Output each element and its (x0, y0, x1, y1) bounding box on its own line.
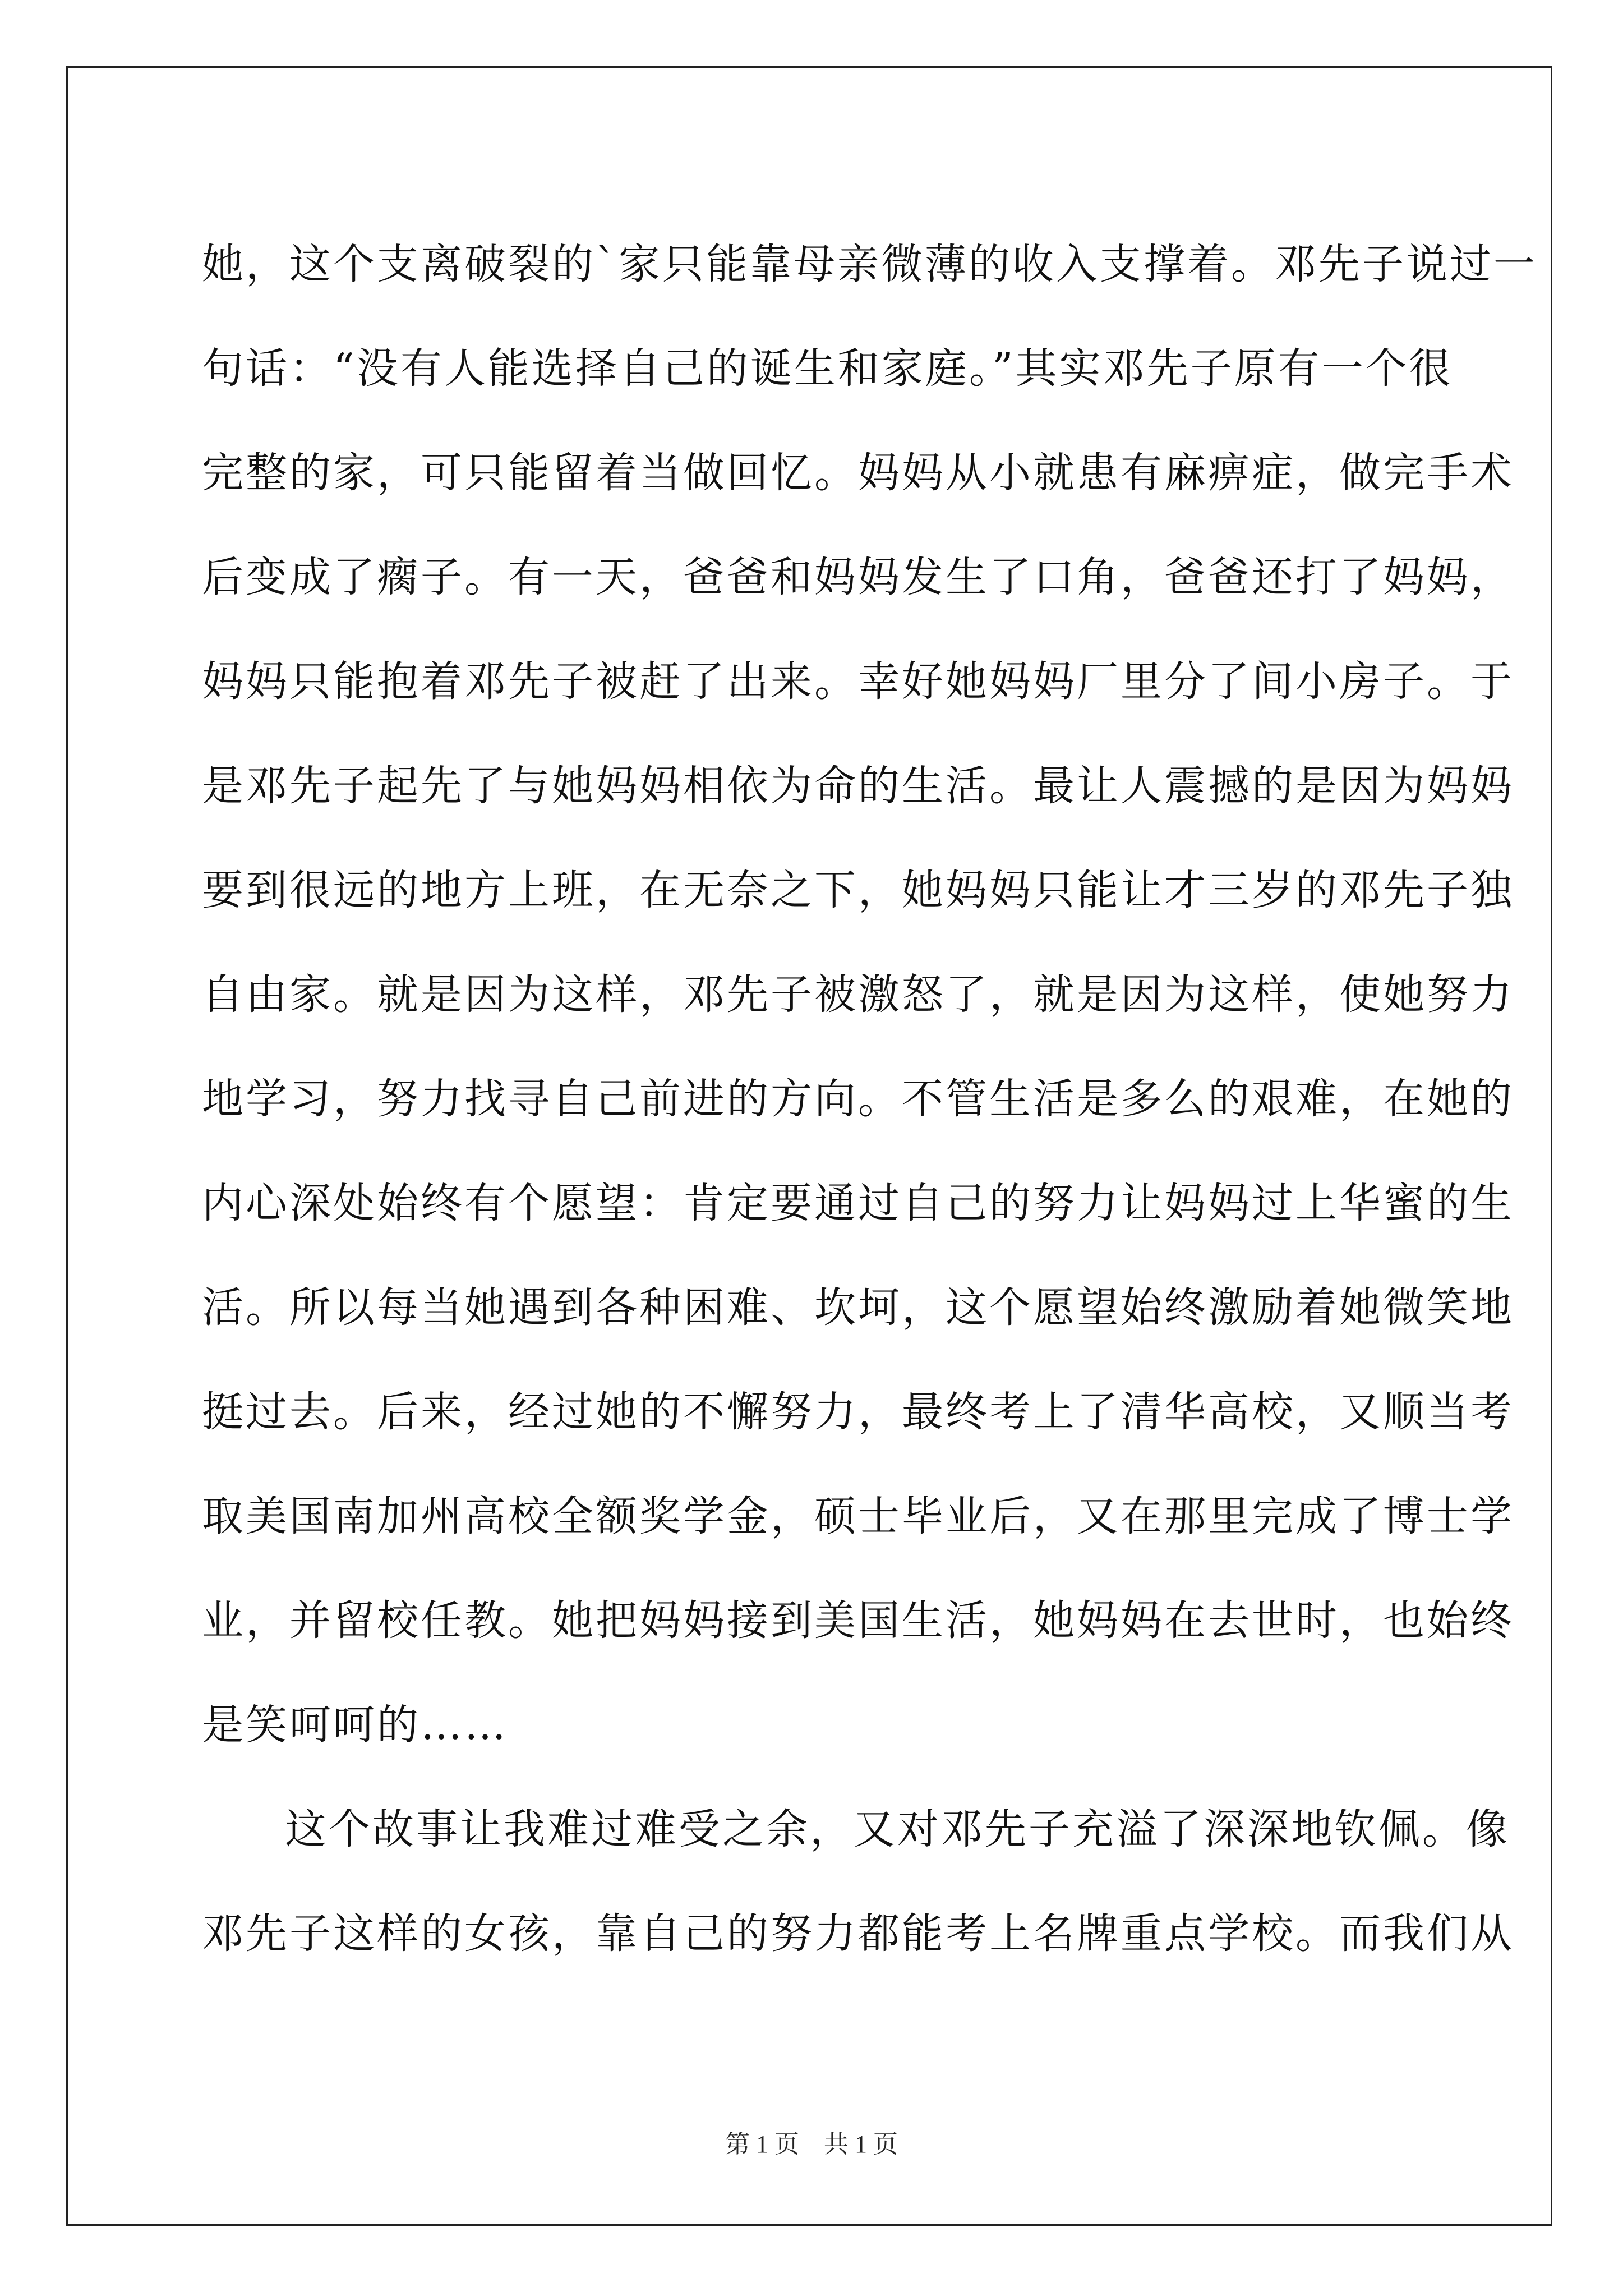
text-line: 是邓先子起先了与她妈妈相依为命的生活。最让人震撼的是因为妈妈 (202, 762, 1514, 810)
text-line: 取美国南加州高校全额奖学金，硕士毕业后，又在那里完成了博士学 (202, 1492, 1514, 1540)
text-line: 自由家。就是因为这样，邓先子被激怒了，就是因为这样，使她努力 (202, 970, 1514, 1019)
text-line: 邓先子这样的女孩，靠自己的努力都能考上名牌重点学校。而我们从 (202, 1910, 1514, 1958)
document-body (202, 212, 1537, 1986)
page-footer: 第 1 页 共 1 页 (725, 2131, 898, 2158)
text-line: 挺过去。后来，经过她的不懈努力，最终考上了清华高校，又顺当考 (202, 1388, 1514, 1436)
text-line: 是笑呵呵的…… (202, 1701, 508, 1749)
paragraph-first-line: 这个故事让我难过难受之余，又对邓先子充溢了深深地钦佩。像 (285, 1805, 1510, 1853)
text-line: 活。所以每当她遇到各种困难、坎坷，这个愿望始终激励着她微笑地 (202, 1283, 1514, 1332)
text-line: 后变成了瘸子。有一天，爸爸和妈妈发生了口角，爸爸还打了妈妈， (202, 553, 1514, 601)
text-line: 要到很远的地方上班，在无奈之下，她妈妈只能让才三岁的邓先子独 (202, 866, 1514, 914)
text-line: 地学习，努力找寻自己前进的方向。不管生活是多么的艰难，在她的 (202, 1075, 1514, 1123)
text-line: 完整的家，可只能留着当做回忆。妈妈从小就患有麻痹症，做完手术 (202, 449, 1514, 497)
text-line: 句话：“没有人能选择自己的诞生和家庭。”其实邓先子原有一个很 (202, 344, 1453, 393)
text-line: 她，这个支离破裂的`家只能靠母亲微薄的收入支撑着。邓先子说过一 (202, 240, 1537, 288)
text-line: 妈妈只能抱着邓先子被赶了出来。幸好她妈妈厂里分了间小房子。于 (202, 657, 1514, 706)
text-line: 内心深处始终有个愿望：肯定要通过自己的努力让妈妈过上华蜜的生 (202, 1179, 1514, 1227)
text-line: 业，并留校任教。她把妈妈接到美国生活，她妈妈在去世时，也始终 (202, 1596, 1514, 1645)
